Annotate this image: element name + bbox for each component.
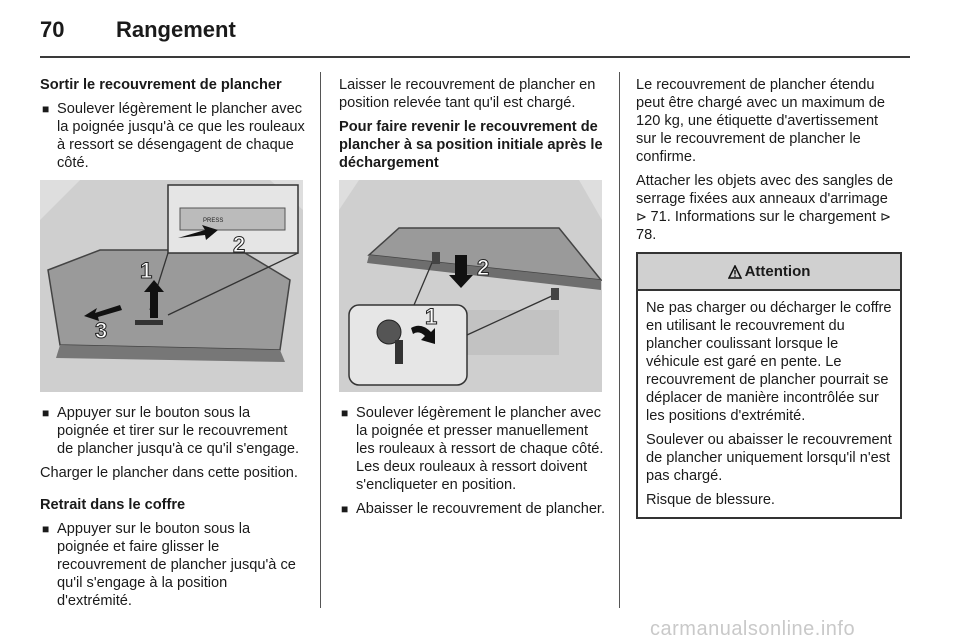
paragraph-with-references <box>636 172 902 244</box>
trunk-floor-figure-1 <box>40 180 303 392</box>
list-item <box>40 100 306 172</box>
warning-body <box>638 291 900 517</box>
column-divider <box>619 72 620 608</box>
paragraph: Soulever ou abaisser le recouvrement de plancher uniquement lorsqu'il n'est pas chargé. <box>646 432 892 484</box>
warning-box <box>636 252 902 519</box>
column-divider <box>320 72 321 608</box>
bullet-icon: ■ <box>42 102 50 116</box>
callout-label-press: PRESS <box>203 218 224 224</box>
watermark: carmanualsonline.info <box>650 618 856 640</box>
page-reference[interactable]: 71 <box>650 209 667 225</box>
list-item <box>40 520 306 610</box>
warning-title: Attention <box>744 262 811 280</box>
paragraph: Charger le plancher dans cette position. <box>40 465 298 481</box>
text-span: . <box>652 227 657 243</box>
section-heading: Sortir le recouvrement de plancher <box>40 77 282 93</box>
bullet-icon: ■ <box>341 502 349 516</box>
column-2 <box>339 76 606 524</box>
page-reference-arrow-icon: ⊳ <box>636 209 651 224</box>
trunk-illustration <box>339 180 602 392</box>
header-rule <box>40 56 910 58</box>
section-heading: Retrait dans le coffre <box>40 497 186 513</box>
column-3 <box>636 76 902 519</box>
paragraph: Risque de blessure. <box>646 492 775 508</box>
list-item-text: Soulever légèrement le plancher avec la poignée et presser manuellement les rouleaux à ressort de chaque côté. Les deux rouleaux à ressort doivent s'encliqueter en position. <box>356 405 604 493</box>
list-item <box>339 500 606 518</box>
text-span: . Informations sur le chargement <box>666 209 881 225</box>
paragraph: Le recouvrement de plancher étendu peut être chargé avec un maximum de 120 kg, une étiquette d'avertissement sur le recouvrement de plancher le confirme. <box>636 77 886 165</box>
trunk-floor-figure-2 <box>339 180 602 392</box>
page-title: Rangement <box>116 17 236 42</box>
page-header <box>0 0 960 66</box>
page-reference[interactable]: 78 <box>636 227 653 243</box>
callout-label-2: 2 <box>477 255 490 280</box>
bullet-icon: ■ <box>42 522 50 536</box>
column-1 <box>40 76 306 616</box>
page-number: 70 <box>40 17 65 42</box>
callout-label-3: 3 <box>95 318 108 343</box>
list-item-text: Soulever légèrement le plancher avec la poignée jusqu'à ce que les rouleaux à ressort se désengagent de chaque côté. <box>57 101 305 171</box>
page-reference-arrow-icon: ⊳ <box>880 209 891 224</box>
list-item <box>40 404 306 458</box>
paragraph: Ne pas charger ou décharger le coffre en utilisant le recouvrement du plancher coulissant lorsque le véhicule est garé en pente. Le recouvrement de plancher pourrait se déplacer de manière incontrôlée sur les positions d'extrémité. <box>646 300 892 424</box>
list-item-text: Appuyer sur le bouton sous la poignée et tirer sur le recouvrement de plancher jusqu'à ce qu'il s'engage. <box>57 405 300 457</box>
section-heading: Pour faire revenir le recouvrement de plancher à sa position initiale après le déchargement <box>339 119 603 171</box>
list-item <box>339 404 606 494</box>
list-item-text: Abaisser le recouvrement de plancher. <box>356 501 606 517</box>
list-item-text: Appuyer sur le bouton sous la poignée et faire glisser le recouvrement de plancher jusqu'à ce qu'il s'engage à la position d'extrémité. <box>57 521 296 609</box>
callout-label-1: 1 <box>425 304 438 329</box>
trunk-illustration <box>40 180 303 392</box>
warning-header <box>638 254 900 291</box>
callout-label-1: 1 <box>140 258 153 283</box>
bullet-icon: ■ <box>341 406 349 420</box>
bullet-icon: ■ <box>42 406 50 420</box>
callout-label-2: 2 <box>233 232 246 257</box>
warning-triangle-icon <box>728 265 742 279</box>
paragraph: Laisser le recouvrement de plancher en position relevée tant qu'il est chargé. <box>339 77 596 111</box>
text-span: Attacher les objets avec des sangles de serrage fixées aux anneaux d'arrimage <box>636 173 894 207</box>
